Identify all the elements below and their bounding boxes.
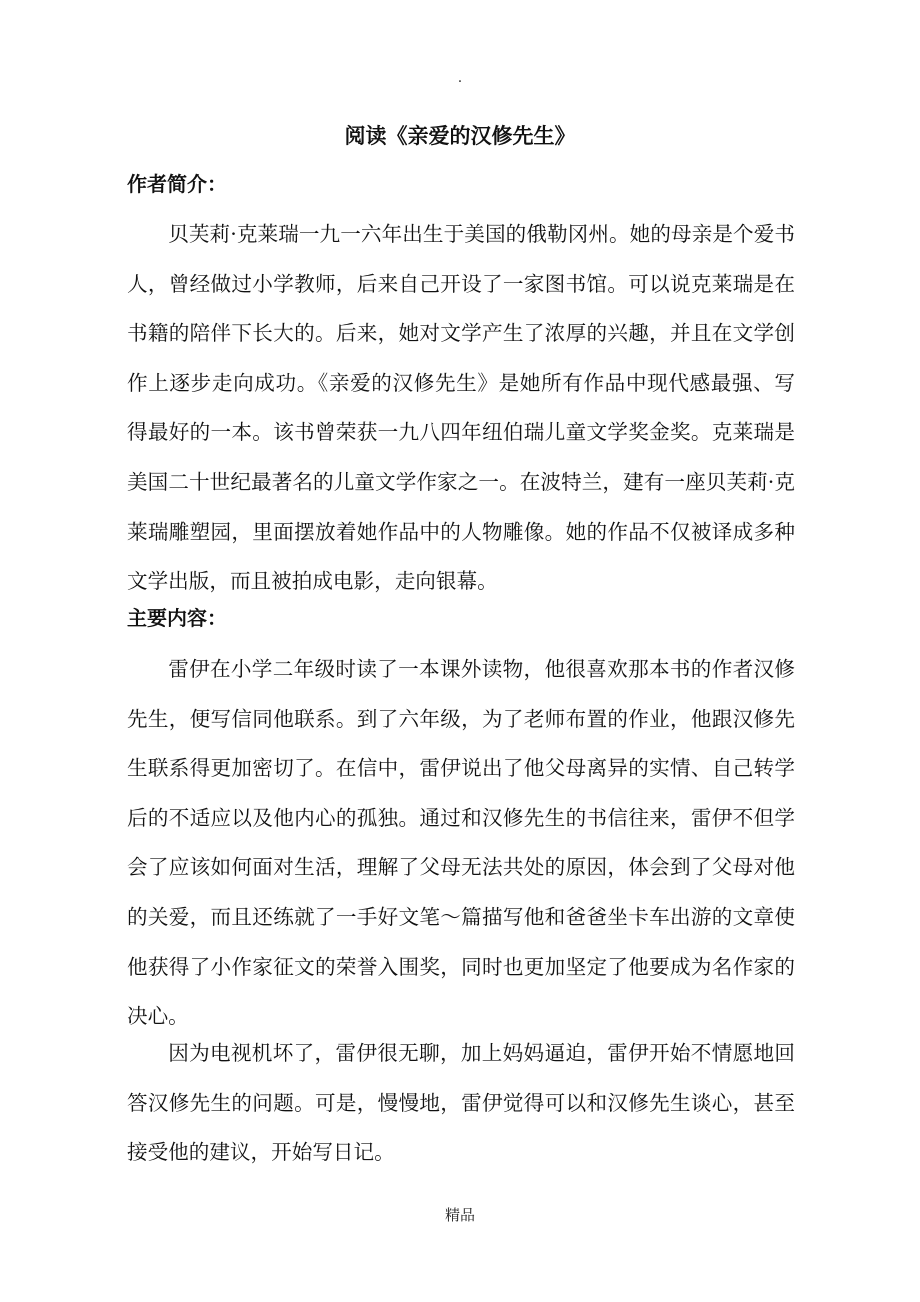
header-mark: .: [457, 70, 463, 86]
document-title: 阅读《亲爱的汉修先生》: [344, 124, 576, 148]
main-content-paragraph-1: 雷伊在小学二年级时读了一本课外读物，他很喜欢那本书的作者汉修先生，便写信同他联系。到了六年级，为了老师布置的作业，他跟汉修先生联系得更加密切了。在信中，雷伊说出了他父母离异的实情、自己转学后的不适应以及他内心的孤独。通过和汉修先生的书信往来，雷伊不但学会了应该如何面对生活，理解了父母无法共处的原因，体会到了父母对他的关爱，而且还练就了一手好文笔～篇描写他和爸爸坐卡车出游的文章使他获得了小作家征文的荣誉入围奖，同时也更加坚定了他要成为名作家的决心。: [127, 657, 795, 1029]
section-heading-author-intro: 作者简介：: [127, 172, 227, 196]
page-footer-label: 精品: [444, 1206, 475, 1224]
main-content-paragraph-2: 因为电视机坏了，雷伊很无聊，加上妈妈逼迫，雷伊开始不情愿地回答汉修先生的问题。可是，慢慢地，雷伊觉得可以和汉修先生谈心，甚至接受他的建议，开始写日记。: [127, 1041, 795, 1165]
author-intro-paragraph: 贝芙莉·克莱瑞一九一六年出生于美国的俄勒冈州。她的母亲是个爱书人，曾经做过小学教师，后来自己开设了一家图书馆。可以说克莱瑞是在书籍的陪伴下长大的。后来，她对文学产生了浓厚的兴趣，并且在文学创作上逐步走向成功。《亲爱的汉修先生》是她所有作品中现代感最强、写得最好的一本。该书曾荣获一九八四年纽伯瑞儿童文学奖金奖。克莱瑞是美国二十世纪最著名的儿童文学作家之一。在波特兰，建有一座贝芙莉·克莱瑞雕塑园，里面摆放着她作品中的人物雕像。她的作品不仅被译成多种文学出版，而且被拍成电影，走向银幕。: [127, 222, 795, 594]
section-heading-main-content: 主要内容：: [127, 606, 227, 630]
